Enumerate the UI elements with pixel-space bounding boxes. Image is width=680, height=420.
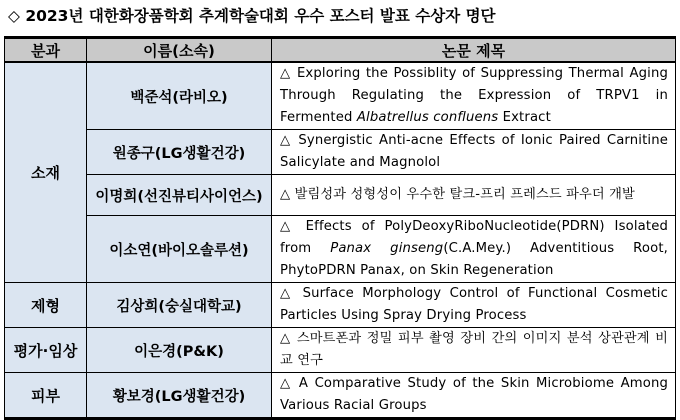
- table-row: [5, 130, 676, 175]
- table-row: [5, 373, 676, 419]
- table-header-row: [5, 38, 676, 63]
- header-category: 분과: [5, 38, 87, 63]
- table-row: [5, 328, 676, 373]
- species-name: Panax ginseng: [330, 241, 444, 256]
- table-row: [5, 175, 676, 216]
- category-cell: 평가·임상: [5, 328, 87, 373]
- paper-title: △ Synergistic Anti-acne Effects of Ionic Paired Carnitine Salicylate and Magnolol: [272, 130, 676, 175]
- award-table: [4, 36, 676, 420]
- category-cell: 소재: [5, 62, 87, 283]
- recipient-name: 이명희(선진뷰티사이언스): [87, 175, 272, 216]
- table-row: [5, 216, 676, 283]
- paper-title: △ Surface Morphology Control of Functional Cosmetic Particles Using Spray Drying Process: [272, 283, 676, 328]
- table-row: [5, 62, 676, 130]
- header-name: 이름(소속): [87, 38, 272, 63]
- recipient-name: 원종구(LG생활건강): [87, 130, 272, 175]
- paper-title: △ 발림성과 성형성이 우수한 탈크-프리 프레스드 파우더 개발: [272, 175, 676, 216]
- paper-title: △ A Comparative Study of the Skin Microbiome Among Various Racial Groups: [272, 373, 676, 419]
- paper-title: △ Effects of PolyDeoxyRiboNucleotide(PDRN) Isolated from Panax ginseng(C.A.Mey.) Adventitious Root, PhytoPDRN Panax, on Skin Regeneration: [272, 216, 676, 283]
- page-title: ◇ 2023년 대한화장품학회 추계학술대회 우수 포스터 발표 수상자 명단: [8, 7, 496, 25]
- recipient-name: 황보경(LG생활건강): [87, 373, 272, 419]
- recipient-name: 김상희(숭실대학교): [87, 283, 272, 328]
- category-cell: 피부: [5, 373, 87, 419]
- species-name: Albatrellus confluens: [356, 110, 499, 125]
- header-paper: 논문 제목: [272, 38, 676, 63]
- table-row: [5, 283, 676, 328]
- recipient-name: 백준석(라비오): [87, 62, 272, 130]
- recipient-name: 이은경(P&K): [87, 328, 272, 373]
- recipient-name: 이소연(바이오솔루션): [87, 216, 272, 283]
- paper-title: △ Exploring the Possiblity of Suppressing Thermal Aging Through Regulating the Expression of TRPV1 in Fermented Albatrellus confluens Extract: [272, 62, 676, 130]
- category-cell: 제형: [5, 283, 87, 328]
- paper-title: △ 스마트폰과 정밀 피부 촬영 장비 간의 이미지 분석 상관관계 비교 연구: [272, 328, 676, 373]
